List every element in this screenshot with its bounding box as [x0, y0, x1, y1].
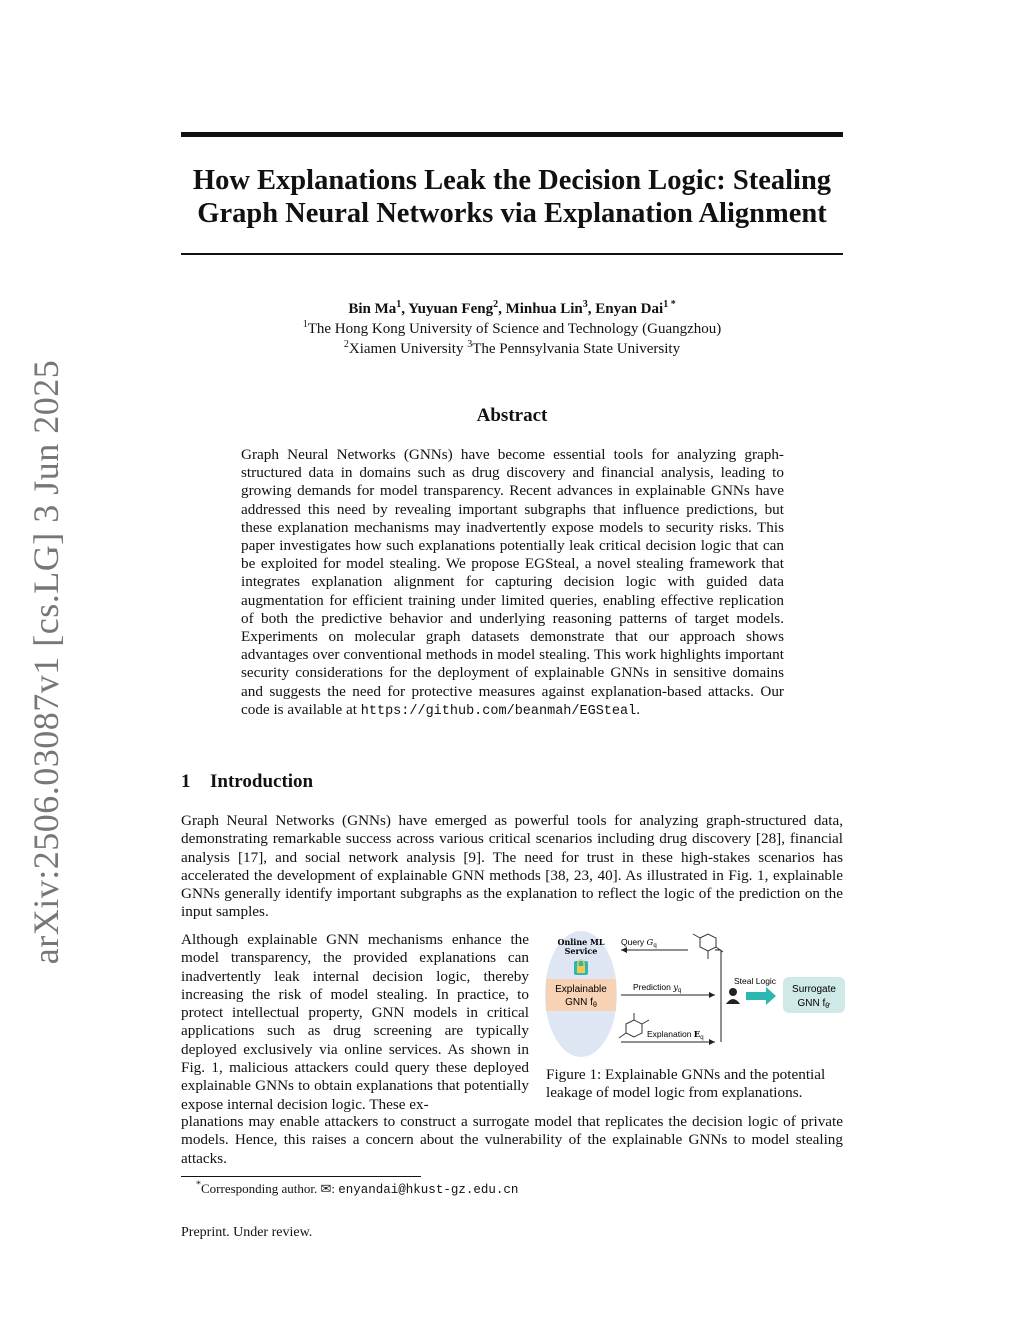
- abstract-body: [241, 446, 784, 721]
- query-label: Query $G_q$: [621, 937, 657, 949]
- footnote-rule: [181, 1176, 421, 1177]
- surrogate-label-line-1: Surrogate: [792, 984, 836, 995]
- author-3-sup: 3: [582, 299, 588, 310]
- affiliation-2-sup: 2: [343, 339, 349, 350]
- arxiv-identifier: arXiv:2506.03087v1 [cs.LG] 3 Jun 2025: [26, 359, 66, 965]
- gnn-label-line-1: Explainable: [555, 984, 607, 995]
- author-names: Bin Ma$^1$, Yuyuan Feng$^2$, Minhua Lin$^3$, Enyan Dai$^{1 *}$: [348, 299, 676, 317]
- figure-1-diagram: [543, 926, 848, 1058]
- abstract-heading: Abstract: [476, 405, 548, 426]
- gnn-label-line-2: GNN $f_\theta$: [565, 997, 597, 1009]
- steal-logic-label: Steal Logic: [734, 976, 777, 986]
- affiliation-1-sup: 1: [302, 319, 308, 330]
- steal-arrow: [746, 987, 776, 1005]
- title-line-2: Graph Neural Networks via Explanation Alignment: [197, 198, 827, 229]
- title-line-1: How Explanations Leak the Decision Logic: Stealing: [192, 165, 832, 196]
- attacker-icon: [726, 988, 740, 1004]
- section-heading-introduction: [181, 771, 313, 793]
- affiliation-2-3: [150, 339, 874, 359]
- abstract-end: .: [636, 700, 641, 718]
- footnote-email[interactable]: enyandai@hkust-gz.edu.cn: [338, 1183, 519, 1197]
- footnote: [196, 1180, 518, 1199]
- abstract-text: Graph Neural Networks (GNNs) have become essential tools for analyzing graph-structured data in domains such as drug discovery and financial analysis, leading to growing demands for model transparency. Recent advances in explainable GNNs have addressed this need by revealing important subgraphs that influence predictions, but these explanation mechanisms may inadvertently expose models to security risks. This paper investigates how such explanations potentially leak critical decision logic that can be exploited for model stealing. We propose EGSteal, a novel stealing framework that integrates explanation alignment for capturing decision logic with guided data augmentation for efficient training under limited queries, enabling effective replication of both the predictive behavior and underlying reasoning patterns of target models. Experiments on molecular graph datasets demonstrate that our approach shows advantages over conventional methods in model stealing. This work highlights important security considerations for the deployment of explainable GNNs in sensitive domains and suggests the need for protective measures against explanation-based attacks. Our code is available at: [241, 446, 784, 718]
- preprint-footer: Preprint. Under review.: [181, 1225, 313, 1240]
- author-2: Yuyuan Feng: [408, 301, 494, 317]
- prediction-label: Prediction $y_q$: [633, 982, 682, 994]
- affiliation-3-sup: 3: [467, 339, 473, 350]
- service-label-line-2: Service: [564, 946, 598, 956]
- paper-title: [150, 164, 874, 230]
- title-top-rule: [181, 132, 843, 137]
- molecule-icon-explanation: [619, 1013, 649, 1038]
- affiliation-1-text: The Hong Kong University of Science and Technology (Guangzhou): [307, 321, 722, 337]
- explanation-label: Explanation $E_q$: [647, 1029, 704, 1041]
- figure-1-caption: Figure 1: Explainable GNNs and the potential leakage of model logic from explanations.: [546, 1066, 826, 1102]
- author-block: [150, 299, 874, 359]
- footnote-text: Corresponding author.: [201, 1181, 321, 1196]
- intro-paragraph-1: Graph Neural Networks (GNNs) have emerged as powerful tools for analyzing graph-structured data, demonstrating remarkable success across various critical scenarios including drug discovery [28], financial analysis [17], and social network analysis [9]. The need for trust in these high-stakes scenarios has accelerated the development of explainable GNN methods [38, 23, 40]. As illustrated in Fig. 1, explainable GNNs generally identify important subgraphs as the explanation to reflect the logic of the prediction on the input samples.: [181, 812, 843, 921]
- author-4-sup: 1 *: [663, 299, 676, 310]
- footnote-mark: *: [196, 1179, 201, 1191]
- intro-paragraph-2-continued: planations may enable attackers to construct a surrogate model that replicates the decision logic of private models. Hence, this raises a concern about the vulnerability of the explainable GNNs to model stealing attacks.: [181, 1113, 843, 1167]
- author-2-sup: 2: [493, 299, 499, 310]
- author-1-sup: 1: [396, 299, 402, 310]
- molecule-icon-query: [693, 934, 723, 959]
- lock-icon: [574, 960, 588, 975]
- code-link[interactable]: https://github.com/beanmah/EGSteal: [360, 703, 637, 719]
- footnote-separator: :: [331, 1181, 339, 1196]
- section-number: 1: [181, 771, 191, 792]
- service-label-line-1: Online ML: [557, 937, 605, 947]
- title-bottom-rule: [181, 253, 843, 255]
- affiliation-1: [150, 319, 874, 339]
- intro-paragraph-2-wrapped: Although explainable GNN mechanisms enhance the model transparency, the provided explanations can inadvertently leak internal decision logic, thereby increasing the risk of model stealing. In practice, to protect intellectual property, GNN models in critical applications such as drug screening are typically deployed exclusively via online services. As shown in Fig. 1, malicious attackers could query these deployed explainable GNNs to obtain explanations that potentially expose internal decision logic. These ex-: [181, 931, 529, 1113]
- affiliation-2-text: Xiamen University: [348, 341, 464, 357]
- envelope-icon: ✉: [320, 1181, 332, 1196]
- surrogate-label-line-2: GNN $f_{\theta'}$: [797, 998, 831, 1010]
- affiliation-3-text: The Pennsylvania State University: [472, 341, 681, 357]
- author-3: Minhua Lin: [505, 301, 583, 317]
- author-1: Bin Ma: [348, 301, 397, 317]
- author-4: Enyan Dai: [595, 301, 664, 317]
- section-title: Introduction: [210, 771, 314, 792]
